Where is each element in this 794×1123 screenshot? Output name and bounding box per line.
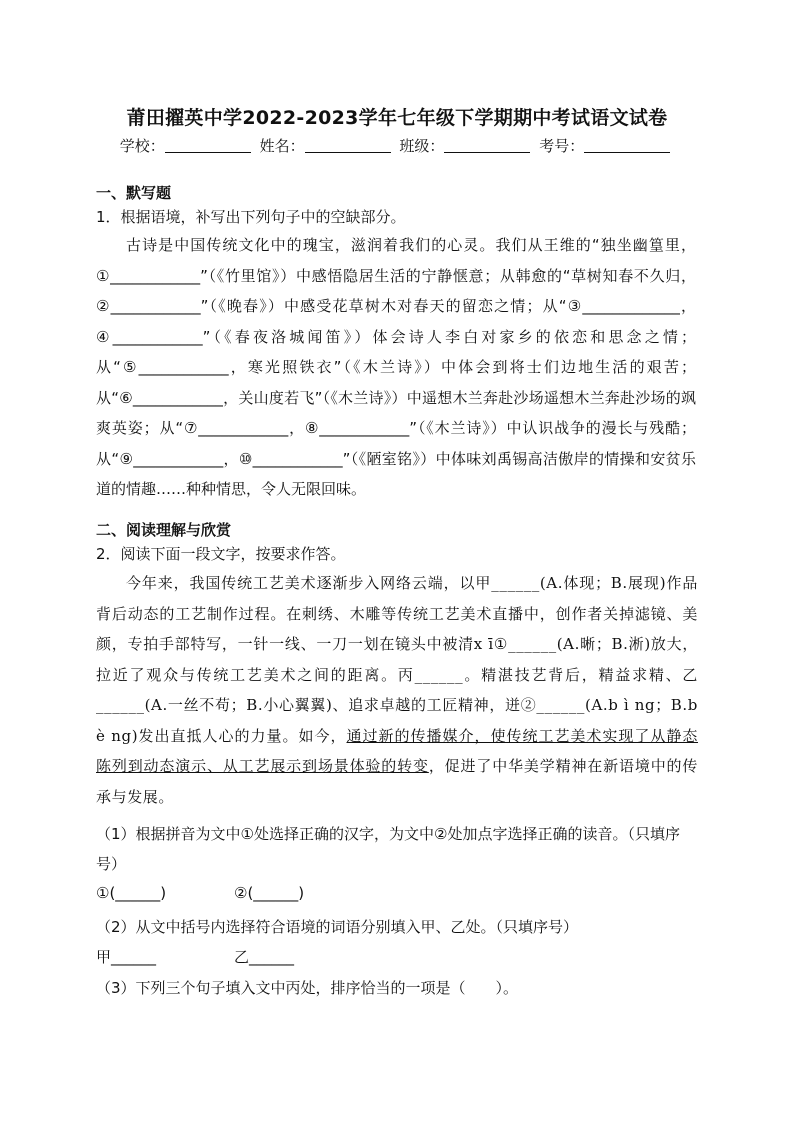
exam-no-blank — [584, 138, 670, 153]
q2-prompt: 2．阅读下面一段文字，按要求作答。 — [96, 545, 346, 563]
exam-no-label: 考号： — [539, 137, 585, 155]
q1-text: 古诗是中国传统文化中的瑰宝，滋润着我们的心灵。我们从王维的“独坐幽篁里，①____________”（《竹里馆》）中感悟隐居生活的宁静惬意；从韩愈的“草树知春不久归，②____________”（《晚春》）中感受花草树木对春天的留恋之情；从“③_____________，④____________”（《春夜洛城闻笛》）体会诗人李白对家乡的依恋和思念之情；从“⑤____________，寒光照铁衣”（《木兰诗》）中体会到将士们边地生活的艰苦；从“⑥____________，关山度若飞”（《木兰诗》）中遥想木兰奔赴沙场遥想木兰奔赴沙场的飒爽英姿；从“⑦____________，⑧____________”（《木兰诗》）中认识战争的漫长与残酷；从“⑨____________，⑩____________”（《陋室铭》）中体味刘禹锡高洁傲岸的情操和安贫乐道的情趣……种种情思，令人无限回味。 — [96, 236, 696, 498]
passage-part-a: 今年来，我国传统工艺美术逐渐步入网络云端，以甲______(A.体现；B.展现)作品背后动态的工艺制作过程。在刺绣、木雕等传统工艺美术直播中，创作者关掉滤镜、美颜，专拍手部特写，一针一线、一刀一划在镜头中被清x ī①______(A.晰；B.淅)放大，拉近了观众与传统工艺美术之间的距离。丙______。精湛技艺背后，精益求精、乙______(A.一丝不苟；B.小心翼翼)、追求卓越的工匠精神，迸②______(A.b ì ng；B.b è ng)发出直抵人心的力量。如今， — [96, 574, 698, 745]
sub1-answer-1: ①(______) — [96, 884, 167, 902]
q1-prompt: 1．根据语境，补写出下列句子中的空缺部分。 — [96, 208, 406, 226]
sub-question-3: （3）下列三个句子填入文中丙处，排序恰当的一项是（ ）。 — [96, 979, 519, 997]
class-label: 班级： — [399, 137, 445, 155]
name-blank — [305, 138, 391, 153]
exam-title: 莆田擢英中学2022-2023学年七年级下学期期中考试语文试卷 — [126, 107, 668, 129]
sub2-answer-yi: 乙______ — [234, 948, 295, 966]
passage-underlined-sentence: 通过新的传播媒介，使传统工艺美术实现了从静态陈列到动态演示、从工艺展示到场景体验的转变 — [96, 726, 699, 775]
sub1-answer-2: ②(______) — [234, 884, 305, 902]
school-blank — [165, 138, 251, 153]
sub2-answer-row — [96, 946, 294, 967]
sub1-answer-row — [96, 884, 304, 902]
student-info-line — [0, 135, 794, 156]
section2-heading: 二、阅读理解与欣赏 — [96, 521, 232, 539]
section1-heading: 一、默写题 — [96, 184, 172, 202]
sub-question-1: （1）根据拼音为文中①处选择正确的汉字，为文中②处加点字选择正确的读音。（只填序号） — [96, 825, 680, 873]
name-label: 姓名： — [259, 137, 305, 155]
sub2-answer-jia: 甲______ — [96, 948, 157, 966]
class-blank — [444, 138, 530, 153]
school-label: 学校： — [119, 137, 165, 155]
sub-question-2: （2）从文中括号内选择符合语境的词语分别填入甲、乙处。（只填序号） — [96, 918, 579, 936]
q2-passage — [96, 568, 698, 812]
passage-part-b: ，促进了中华美学精神在新语境中的传承与发展。 — [96, 757, 699, 806]
